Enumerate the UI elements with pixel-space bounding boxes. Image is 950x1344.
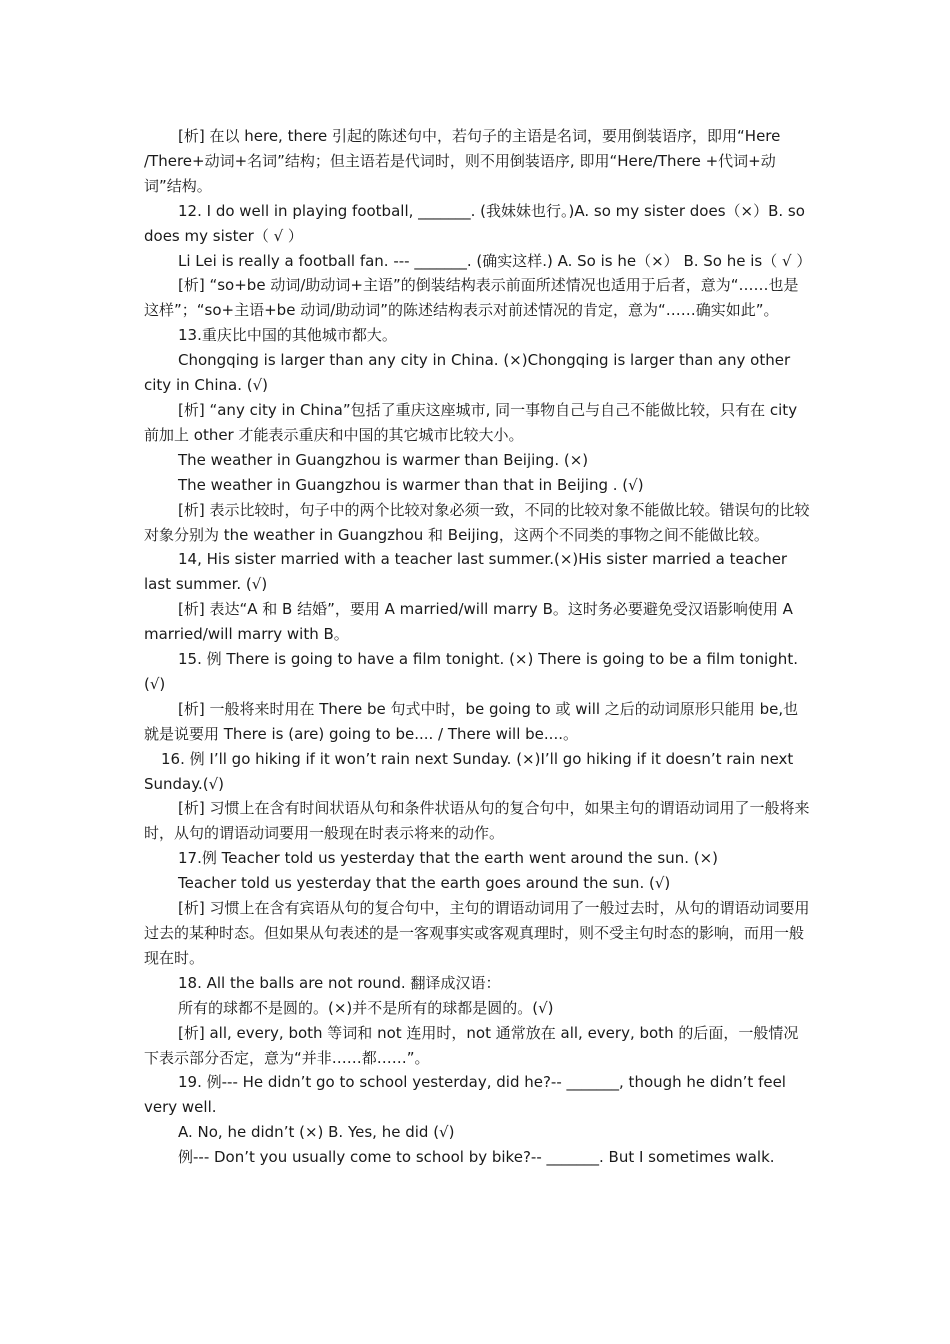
document-body bbox=[144, 124, 812, 1170]
question-19a: 19. 例--- He didn’t go to school yesterday, did he?-- _______, though he didn’t feel very well. bbox=[144, 1073, 786, 1117]
analysis-16: [析] 习惯上在含有时间状语从句和条件状语从句的复合句中，如果主句的谓语动词用了一般将来时，从句的谓语动词要用一般现在时表示将来的动作。 bbox=[144, 799, 810, 843]
analysis-17: [析] 习惯上在含有宾语从句的复合句中，主句的谓语动词用了一般过去时，从句的谓语动词要用过去的某种时态。但如果从句表述的是一客观事实或客观真理时，则不受主句时态的影响，而用一般现在时。 bbox=[144, 899, 810, 967]
question-12b: Li Lei is really a football fan. --- _______. (确实这样.) A. So is he（×） B. So he is（ √ ） bbox=[178, 251, 812, 270]
example-13b-right: The weather in Guangzhou is warmer than that in Beijing . (√) bbox=[178, 475, 644, 494]
analysis-13a: [析] “any city in China”包括了重庆这座城市, 同一事物自己与自己不能做比较，只有在 city 前加上 other 才能表示重庆和中国的其它城市比较大小。 bbox=[144, 400, 798, 444]
analysis-13b: [析] 表示比较时，句子中的两个比较对象必须一致，不同的比较对象不能做比较。错误句的比较对象分别为 the weather in Guangzhou 和 Beijing，这两个不同类的事物之间不能做比较。 bbox=[144, 500, 810, 544]
question-12a: 12. I do well in playing football, _______. (我妹妹也行。)A. so my sister does（×）B. so does my sister（ √ ） bbox=[144, 201, 805, 245]
analysis-18: [析] all, every, both 等词和 not 连用时，not 通常放在 all, every, both 的后面，一般情况下表示部分否定，意为“并非……都……”。 bbox=[144, 1023, 799, 1067]
question-18: 18. All the balls are not round. 翻译成汉语： bbox=[178, 973, 501, 992]
question-19b: 例--- Don’t you usually come to school by bike?-- _______. But I sometimes walk. bbox=[178, 1148, 775, 1167]
analysis-15: [析] 一般将来时用在 There be 句式中时，be going to 或 will 之后的动词原形只能用 be,也就是说要用 There is (are) going to be.... / There will be....。 bbox=[144, 699, 799, 743]
analysis-14: [析] 表达“A 和 B 结婚”，要用 A married/will marry B。这时务必要避免受汉语影响使用 A married/will marry with B。 bbox=[144, 600, 793, 644]
question-14: 14, His sister married with a teacher last summer.(×)His sister married a teacher last summer. (√) bbox=[144, 550, 788, 594]
analysis-11: [析] 在以 here, there 引起的陈述句中，若句子的主语是名词，要用倒装语序，即用“Here /There+动词+名词”结构；但主语若是代词时，则不用倒装语序, 即用“Here/There +代词+动词”结构。 bbox=[144, 127, 781, 195]
question-17-right: Teacher told us yesterday that the earth goes around the sun. (√) bbox=[178, 874, 671, 893]
analysis-12: [析] “so+be 动词/助动词+主语”的倒装结构表示前面所述情况也适用于后者，意为“……也是这样”；“so+主语+be 动词/助动词”的陈述结构表示对前述情况的肯定，意为“……确实如此”。 bbox=[144, 276, 799, 320]
question-13: 13.重庆比中国的其他城市都大。 bbox=[178, 326, 397, 345]
question-17-wrong: 17.例 Teacher told us yesterday that the earth went around the sun. (×) bbox=[178, 849, 719, 868]
answer-18: 所有的球都不是圆的。(×)并不是所有的球都是圆的。(√) bbox=[178, 998, 554, 1017]
answer-19a: A. No, he didn’t (×) B. Yes, he did (√) bbox=[178, 1123, 455, 1142]
question-15: 15. 例 There is going to have a film tonight. (×) There is going to be a film tonight. (√) bbox=[144, 650, 798, 693]
example-13b-wrong: The weather in Guangzhou is warmer than Beijing. (×) bbox=[178, 450, 589, 469]
question-16: 16. 例 I’ll go hiking if it won’t rain next Sunday. (×)I’ll go hiking if it doesn’t rain next Sunday.(√) bbox=[144, 749, 794, 793]
example-13a: Chongqing is larger than any city in China. (×)Chongqing is larger than any other city in China. (√) bbox=[144, 351, 791, 395]
